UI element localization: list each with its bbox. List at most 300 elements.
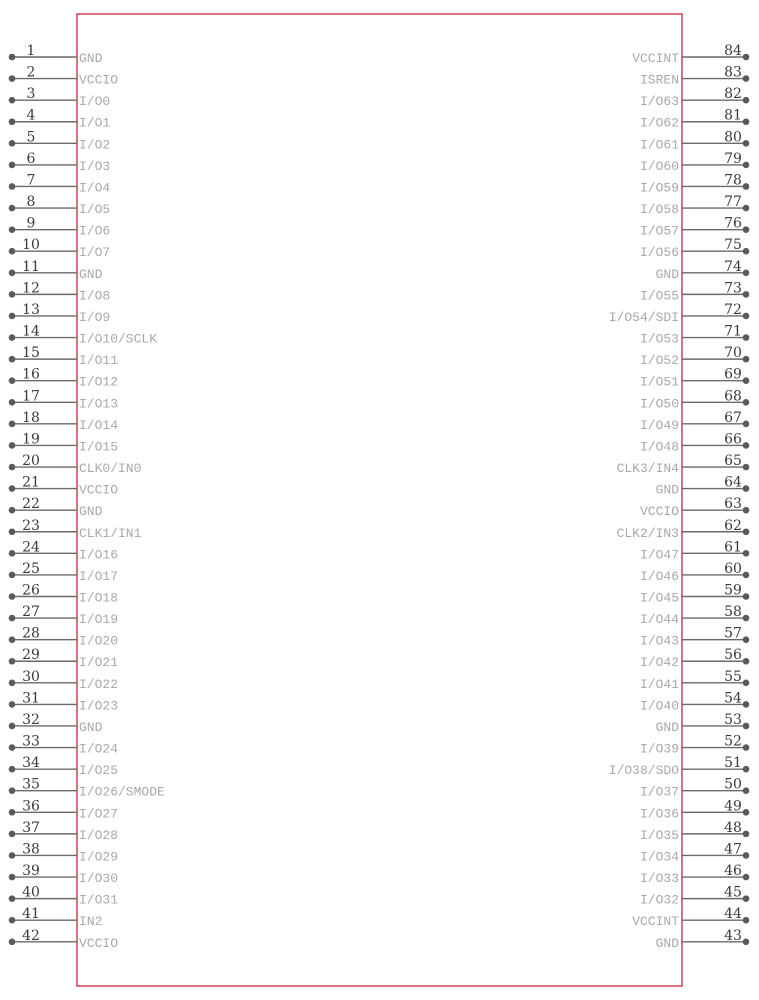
left-pin-24 (9, 539, 118, 562)
pin-number: 77 (724, 194, 742, 211)
pin-name: CLK2/IN3 (616, 525, 679, 541)
pin-dot (9, 723, 16, 730)
pin-dot (9, 140, 16, 147)
pin-dot (743, 442, 750, 449)
right-pin-54 (640, 690, 749, 713)
pin-dot (9, 377, 16, 384)
pin-number: 51 (724, 755, 742, 772)
pin-number: 28 (22, 625, 40, 642)
pin-number: 60 (724, 560, 742, 577)
pin-number: 83 (724, 64, 742, 81)
pin-name: I/O31 (79, 892, 119, 908)
pin-number: 27 (22, 604, 40, 621)
pin-number: 42 (22, 927, 40, 944)
pin-name: I/O43 (639, 633, 679, 649)
pin-dot (9, 97, 16, 104)
pin-number: 11 (22, 258, 40, 275)
right-pin-43 (656, 928, 750, 951)
pin-number: 67 (724, 409, 742, 426)
pin-name: I/O4 (79, 180, 111, 196)
pin-name: I/O24 (79, 741, 119, 757)
pin-dot (743, 917, 750, 924)
pin-name: I/O36 (639, 806, 679, 822)
pin-number: 20 (22, 453, 40, 470)
right-pin-47 (640, 841, 749, 864)
pin-name: GND (655, 482, 679, 498)
pin-dot (9, 528, 16, 535)
right-pin-80 (640, 129, 749, 152)
pin-name: I/O40 (639, 698, 679, 714)
pin-number: 30 (22, 668, 40, 685)
left-pin-42 (9, 928, 119, 951)
pin-number: 80 (724, 129, 742, 146)
pin-name: GND (655, 935, 679, 951)
pin-dot (743, 938, 750, 945)
pin-name: I/O45 (639, 590, 679, 606)
pin-number: 5 (26, 129, 36, 146)
right-pin-71 (640, 324, 749, 347)
left-pin-2 (9, 65, 119, 88)
pin-name: VCCIO (79, 935, 119, 951)
right-pin-64 (656, 475, 750, 498)
pin-name: I/O49 (639, 417, 679, 433)
pin-name: I/O54/SDI (608, 309, 679, 325)
right-pin-51 (609, 755, 750, 778)
pin-dot (743, 399, 750, 406)
left-pin-40 (9, 885, 119, 908)
pin-dot (9, 334, 16, 341)
pin-dot (743, 615, 750, 622)
right-pin-55 (640, 669, 749, 692)
pin-number: 50 (724, 776, 742, 793)
left-pin-23 (9, 518, 142, 541)
pin-dot (9, 550, 16, 557)
right-pin-82 (640, 86, 749, 109)
pin-dot (743, 118, 750, 125)
pin-number: 44 (724, 906, 742, 923)
right-pin-61 (640, 539, 749, 562)
pin-number: 25 (22, 560, 40, 577)
pin-dot (743, 852, 750, 859)
right-pin-58 (640, 604, 749, 627)
pin-dot (743, 485, 750, 492)
left-pin-31 (9, 690, 118, 713)
pin-name: I/O22 (79, 676, 119, 692)
pin-number: 12 (22, 280, 40, 297)
pin-dot (743, 809, 750, 816)
pin-name: GND (79, 719, 103, 735)
pin-name: I/O55 (639, 288, 679, 304)
left-pin-25 (9, 561, 118, 584)
left-pin-22 (9, 496, 103, 519)
pin-number: 43 (724, 927, 742, 944)
pin-number: 68 (724, 388, 742, 405)
pin-number: 70 (724, 345, 742, 362)
pin-name: I/O51 (639, 374, 679, 390)
pin-name: I/O58 (639, 202, 679, 218)
left-pin-column (9, 43, 165, 951)
pin-dot (9, 895, 16, 902)
left-pin-34 (9, 755, 118, 778)
right-pin-57 (640, 626, 749, 649)
right-pin-84 (632, 43, 749, 66)
pin-name: I/O14 (79, 417, 119, 433)
left-pin-35 (9, 777, 165, 800)
pin-dot (743, 636, 750, 643)
pin-dot (9, 75, 16, 82)
pin-name: I/O6 (79, 223, 111, 239)
left-pin-19 (9, 431, 118, 454)
pin-number: 14 (22, 323, 40, 340)
pin-dot (9, 183, 16, 190)
pin-name: I/O9 (79, 309, 111, 325)
left-pin-15 (9, 345, 119, 368)
pin-dot (9, 874, 16, 881)
pin-number: 38 (22, 841, 40, 858)
left-pin-5 (9, 129, 111, 152)
pin-name: I/O1 (79, 115, 111, 131)
right-pin-72 (609, 302, 750, 325)
pin-dot (9, 442, 16, 449)
right-pin-48 (640, 820, 749, 843)
pin-number: 39 (22, 863, 40, 880)
pin-dot (9, 852, 16, 859)
pin-number: 24 (22, 539, 40, 556)
pin-dot (9, 809, 16, 816)
right-pin-77 (640, 194, 749, 217)
pin-dot (743, 680, 750, 687)
pin-number: 57 (724, 625, 742, 642)
pin-dot (9, 205, 16, 212)
pin-number: 9 (26, 215, 36, 232)
pin-number: 45 (724, 884, 742, 901)
pin-dot (743, 421, 750, 428)
pin-dot (743, 377, 750, 384)
pin-name: I/O5 (79, 202, 111, 218)
left-pin-17 (9, 388, 118, 411)
right-pin-49 (640, 798, 749, 821)
chip-body-outline (77, 14, 682, 986)
pin-dot (9, 270, 16, 277)
left-pin-18 (9, 410, 119, 433)
pin-name: I/O63 (639, 94, 679, 110)
pin-dot (9, 787, 16, 794)
pin-number: 18 (22, 409, 40, 426)
pin-name: I/O20 (79, 633, 119, 649)
left-pin-33 (9, 734, 119, 757)
pin-name: I/O47 (639, 547, 679, 563)
pin-name: I/O3 (79, 158, 111, 174)
pin-number: 26 (22, 582, 40, 599)
left-pin-39 (9, 863, 118, 886)
pin-name: ISREN (639, 72, 679, 88)
left-pin-20 (9, 453, 142, 476)
right-pin-62 (617, 518, 750, 541)
pin-dot (9, 917, 16, 924)
pin-name: I/O18 (79, 590, 119, 606)
pin-number: 84 (724, 43, 742, 59)
pin-number: 55 (724, 668, 742, 685)
right-pin-76 (640, 216, 749, 239)
pin-number: 54 (724, 690, 742, 707)
pin-number: 1 (26, 43, 36, 59)
pin-dot (743, 701, 750, 708)
pin-dot (9, 680, 16, 687)
left-pin-1 (9, 43, 103, 66)
right-pin-81 (640, 108, 749, 131)
pin-name: I/O46 (639, 568, 679, 584)
pin-name: CLK1/IN1 (79, 525, 142, 541)
left-pin-14 (9, 324, 158, 347)
pin-dot (743, 550, 750, 557)
pin-name: I/O35 (639, 827, 679, 843)
pin-number: 17 (22, 388, 40, 405)
pin-name: I/O42 (639, 655, 679, 671)
pin-name: CLK3/IN4 (616, 461, 679, 477)
pin-name: GND (79, 51, 103, 66)
left-pin-8 (9, 194, 111, 217)
pin-name: I/O53 (639, 331, 679, 347)
pin-number: 41 (22, 906, 40, 923)
pin-name: I/O52 (639, 353, 679, 369)
pin-dot (743, 334, 750, 341)
pin-number: 72 (724, 301, 742, 318)
left-pin-27 (9, 604, 118, 627)
pin-number: 65 (724, 453, 742, 470)
pin-name: GND (79, 266, 103, 282)
pin-dot (743, 140, 750, 147)
right-pin-50 (640, 777, 749, 800)
pin-number: 82 (724, 86, 742, 103)
left-pin-36 (9, 798, 118, 821)
left-pin-11 (9, 259, 103, 282)
pin-number: 63 (724, 496, 742, 513)
right-pin-45 (640, 885, 749, 908)
pin-number: 47 (724, 841, 742, 858)
pin-dot (743, 75, 750, 82)
pin-name: I/O61 (639, 137, 679, 153)
right-pin-79 (640, 151, 749, 174)
pin-name: I/O30 (79, 871, 119, 887)
pin-name: I/O29 (79, 849, 119, 865)
pin-dot (9, 938, 16, 945)
pin-number: 71 (724, 323, 742, 340)
pin-number: 79 (724, 150, 742, 167)
pin-name: I/O62 (639, 115, 679, 131)
pin-dot (9, 248, 16, 255)
pin-dot (9, 399, 16, 406)
pin-number: 81 (724, 107, 742, 124)
pin-name: I/O10/SCLK (79, 331, 158, 347)
right-pin-60 (640, 561, 749, 584)
left-pin-21 (9, 475, 119, 498)
pin-dot (9, 291, 16, 298)
pin-number: 31 (22, 690, 40, 707)
pin-name: I/O15 (79, 439, 119, 455)
pin-dot (743, 895, 750, 902)
pin-number: 75 (724, 237, 742, 254)
pin-name: I/O34 (639, 849, 679, 865)
right-pin-83 (640, 65, 749, 88)
left-pin-6 (9, 151, 111, 174)
pin-dot (9, 54, 16, 61)
pin-dot (743, 54, 750, 61)
pin-number: 56 (724, 647, 742, 664)
pin-number: 52 (724, 733, 742, 750)
pin-name: I/O48 (639, 439, 679, 455)
pin-dot (743, 507, 750, 514)
pin-number: 73 (724, 280, 742, 297)
left-pin-32 (9, 712, 103, 735)
pin-number: 69 (724, 366, 742, 383)
right-pin-69 (640, 367, 749, 390)
pin-number: 6 (26, 150, 36, 167)
pin-number: 16 (22, 366, 40, 383)
pin-name: I/O26/SMODE (79, 784, 165, 800)
pin-name: VCCIO (639, 504, 679, 520)
pin-name: I/O8 (79, 288, 111, 304)
pin-dot (743, 291, 750, 298)
pin-dot (743, 593, 750, 600)
left-pin-30 (9, 669, 118, 692)
pin-name: GND (655, 719, 679, 735)
left-pin-10 (9, 237, 111, 260)
pin-number: 40 (22, 884, 40, 901)
pin-name: GND (655, 266, 679, 282)
pin-number: 78 (724, 172, 742, 189)
pin-number: 7 (26, 172, 36, 189)
pin-number: 19 (22, 431, 40, 448)
left-pin-38 (9, 841, 118, 864)
pin-number: 21 (22, 474, 40, 491)
pin-dot (9, 593, 16, 600)
pin-name: VCCINT (632, 914, 679, 930)
pin-dot (743, 205, 750, 212)
pin-dot (9, 118, 16, 125)
pin-dot (743, 97, 750, 104)
pin-name: I/O60 (639, 158, 679, 174)
left-pin-26 (9, 583, 118, 606)
pin-dot (743, 658, 750, 665)
pin-name: I/O37 (639, 784, 679, 800)
pin-dot (9, 162, 16, 169)
left-pin-28 (9, 626, 118, 649)
left-pin-12 (9, 280, 111, 303)
pin-number: 59 (724, 582, 742, 599)
pin-number: 13 (22, 301, 40, 318)
pin-dot (9, 485, 16, 492)
pin-number: 53 (724, 711, 742, 728)
pin-dot (9, 507, 16, 514)
pin-number: 76 (724, 215, 742, 232)
pin-name: IN2 (79, 914, 103, 930)
left-pin-9 (9, 216, 111, 239)
pin-name: I/O57 (639, 223, 679, 239)
pin-dot (743, 723, 750, 730)
pin-number: 49 (724, 798, 742, 815)
pin-dot (743, 356, 750, 363)
right-pin-53 (656, 712, 750, 735)
pin-name: I/O28 (79, 827, 119, 843)
right-pin-78 (640, 172, 749, 195)
pin-number: 4 (26, 107, 36, 124)
pin-dot (9, 615, 16, 622)
pin-number: 23 (22, 517, 40, 534)
pin-dot (743, 162, 750, 169)
pin-name: I/O44 (639, 612, 679, 628)
pin-dot (743, 572, 750, 579)
pin-dot (9, 226, 16, 233)
pin-number: 15 (22, 345, 40, 362)
pin-number: 48 (724, 819, 742, 836)
pin-name: I/O27 (79, 806, 119, 822)
pin-dot (9, 572, 16, 579)
pin-dot (743, 528, 750, 535)
right-pin-63 (640, 496, 749, 519)
pin-number: 10 (22, 237, 40, 254)
right-pin-52 (640, 734, 749, 757)
pin-name: I/O25 (79, 763, 119, 779)
pin-name: I/O19 (79, 612, 119, 628)
pin-name: I/O59 (639, 180, 679, 196)
right-pin-67 (640, 410, 749, 433)
pin-dot (743, 248, 750, 255)
right-pin-59 (640, 583, 749, 606)
pin-name: I/O2 (79, 137, 111, 153)
pin-name: I/O13 (79, 396, 119, 412)
pin-number: 32 (22, 711, 40, 728)
pin-dot (9, 701, 16, 708)
left-pin-29 (9, 647, 119, 670)
left-pin-7 (9, 172, 111, 195)
pin-dot (9, 313, 16, 320)
pin-number: 46 (724, 863, 742, 880)
pin-number: 33 (22, 733, 40, 750)
pin-dot (9, 766, 16, 773)
pin-number: 35 (22, 776, 40, 793)
right-pin-66 (640, 431, 749, 454)
pin-number: 3 (26, 86, 36, 103)
pin-number: 8 (26, 194, 36, 211)
pin-dot (743, 787, 750, 794)
pin-dot (9, 421, 16, 428)
pin-name: CLK0/IN0 (79, 461, 142, 477)
pin-dot (743, 313, 750, 320)
pin-name: I/O38/SDO (608, 763, 679, 779)
pin-number: 2 (26, 64, 36, 81)
pin-number: 37 (22, 819, 40, 836)
pin-number: 66 (724, 431, 742, 448)
pin-name: I/O32 (639, 892, 679, 908)
left-pin-13 (9, 302, 111, 325)
pin-dot (743, 831, 750, 838)
pin-name: I/O17 (79, 568, 119, 584)
left-pin-41 (9, 906, 103, 929)
pin-dot (9, 636, 16, 643)
pin-dot (743, 464, 750, 471)
right-pin-68 (640, 388, 749, 411)
right-pin-73 (640, 280, 749, 303)
pin-name: VCCINT (632, 51, 679, 66)
pin-name: I/O56 (639, 245, 679, 261)
right-pin-44 (632, 906, 749, 929)
pin-name: I/O16 (79, 547, 119, 563)
pin-name: VCCIO (79, 72, 119, 88)
pin-dot (743, 744, 750, 751)
pin-dot (743, 766, 750, 773)
pin-dot (743, 874, 750, 881)
right-pin-65 (617, 453, 750, 476)
